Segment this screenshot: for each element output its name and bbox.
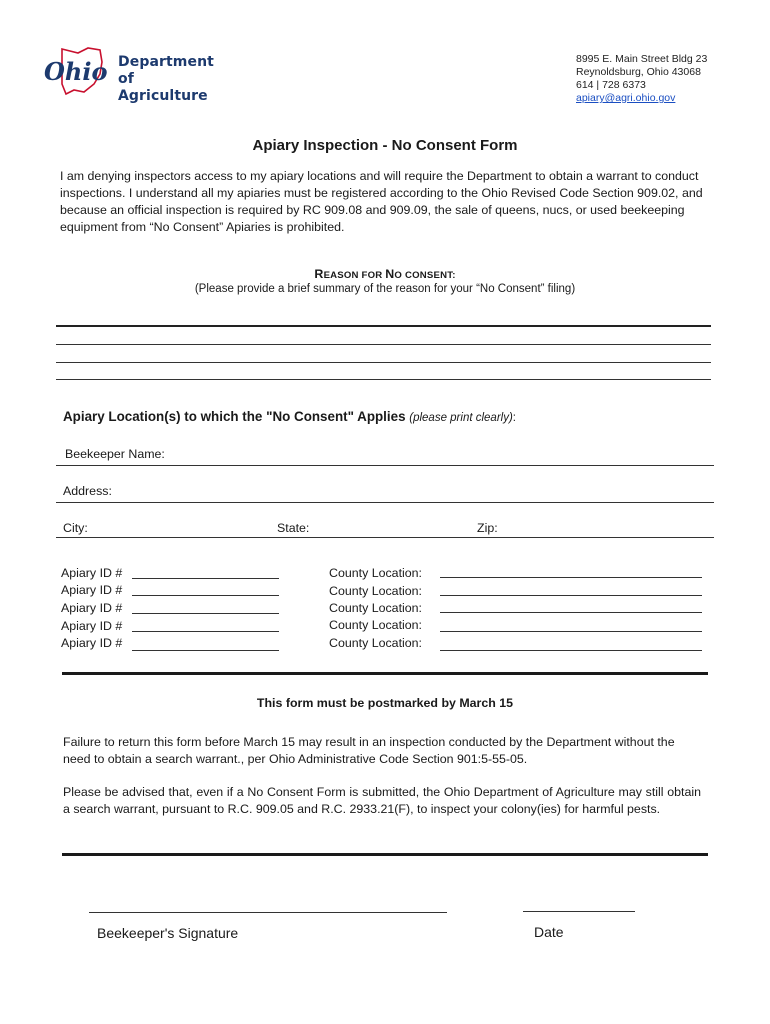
svg-text:Ohio: Ohio — [44, 57, 108, 86]
county-location-label-5: County Location: — [329, 636, 422, 650]
signature-label: Beekeeper's Signature — [97, 925, 239, 941]
city-state-zip-field[interactable] — [56, 537, 714, 538]
reason-heading-eason-for: EASON FOR — [323, 270, 386, 281]
apiary-id-label-2: Apiary ID # — [61, 583, 123, 597]
address-line-2: Reynoldsburg, Ohio 43068 — [576, 66, 701, 78]
county-location-label-4: County Location: — [329, 618, 422, 632]
locations-heading-text: Apiary Location(s) to which the "No Consent" Applies — [63, 409, 410, 424]
reason-line-3[interactable] — [56, 362, 711, 363]
state-label: State: — [277, 521, 310, 535]
ohio-state-outline-icon — [44, 44, 124, 100]
apiary-id-label-5: Apiary ID # — [61, 636, 123, 650]
signature-field[interactable] — [89, 912, 447, 913]
date-label: Date — [534, 924, 564, 940]
locations-heading-colon: : — [512, 412, 516, 424]
county-location-field-4[interactable] — [440, 631, 702, 632]
contact-block — [576, 53, 707, 105]
failure-paragraph: Failure to return this form before March 15 may result in an inspection conducted by the Department without the need to obtain a search warrant., per Ohio Administrative Code Section 901:5-55-05. — [63, 735, 675, 766]
reason-heading-r: R — [314, 267, 324, 281]
intro-paragraph: I am denying inspectors access to my apiary locations and will require the Department to obtain a warrant to conduct inspections. I understand all my apiaries must be registered according to the Ohio Revised Code Section 909.02, and because an official inspection is required by RC 909.08 and 909.09, the sale of queens, nucs, or used beekeeping equipment from “No Consent” Apiaries is prohibited. — [60, 169, 703, 234]
county-location-field-5[interactable] — [440, 650, 702, 651]
section-divider-1 — [62, 672, 708, 675]
address-line-1: 8995 E. Main Street Bldg 23 — [576, 53, 708, 65]
county-location-label-3: County Location: — [329, 601, 422, 615]
county-location-field-2[interactable] — [440, 595, 702, 596]
beekeeper-name-label: Beekeeper Name: — [65, 447, 165, 461]
org-line-1: Department of — [118, 54, 214, 87]
apiary-id-label-3: Apiary ID # — [61, 601, 123, 615]
county-location-field-1[interactable] — [440, 577, 702, 578]
deadline-notice: This form must be postmarked by March 15 — [256, 696, 514, 710]
address-label: Address: — [63, 484, 112, 498]
county-location-field-3[interactable] — [440, 612, 702, 613]
phone-number: 614 | 728 6373 — [576, 79, 646, 91]
apiary-id-field-3[interactable] — [132, 613, 279, 614]
org-name — [118, 54, 234, 105]
date-field[interactable] — [523, 911, 635, 912]
org-line-2: Agriculture — [118, 88, 208, 104]
reason-heading-n: N — [385, 267, 395, 281]
apiary-id-field-1[interactable] — [132, 578, 279, 579]
reason-subtext: (Please provide a brief summary of the reason for your “No Consent” filing) — [194, 283, 576, 295]
email-link[interactable]: apiary@agri.ohio.gov — [576, 92, 676, 104]
apiary-id-field-5[interactable] — [132, 650, 279, 651]
locations-heading — [63, 409, 516, 424]
county-location-label-2: County Location: — [329, 584, 422, 598]
zip-label: Zip: — [477, 521, 498, 535]
reason-line-4[interactable] — [56, 379, 711, 380]
ohio-agriculture-logo — [44, 44, 234, 104]
locations-heading-note: (please print clearly) — [409, 412, 513, 424]
apiary-id-field-4[interactable] — [132, 631, 279, 632]
city-label: City: — [63, 521, 88, 535]
apiary-id-field-2[interactable] — [132, 595, 279, 596]
apiary-id-label-4: Apiary ID # — [61, 619, 123, 633]
advisory-paragraph: Please be advised that, even if a No Consent Form is submitted, the Ohio Department of Agriculture may still obtain a search warrant, pursuant to R.C. 909.05 and R.C. 2933.21(F), to inspect your colony(ies) for harmful pests. — [63, 785, 701, 816]
apiary-id-label-1: Apiary ID # — [61, 566, 123, 580]
reason-heading-o-consent: O CONSENT: — [394, 270, 456, 281]
reason-line-1[interactable] — [56, 325, 711, 327]
reason-heading — [0, 267, 770, 281]
form-title: Apiary Inspection - No Consent Form — [252, 137, 518, 154]
address-field[interactable] — [56, 502, 714, 503]
section-divider-2 — [62, 853, 708, 856]
beekeeper-name-field[interactable] — [56, 465, 714, 466]
county-location-label-1: County Location: — [329, 566, 422, 580]
reason-line-2[interactable] — [56, 344, 711, 345]
